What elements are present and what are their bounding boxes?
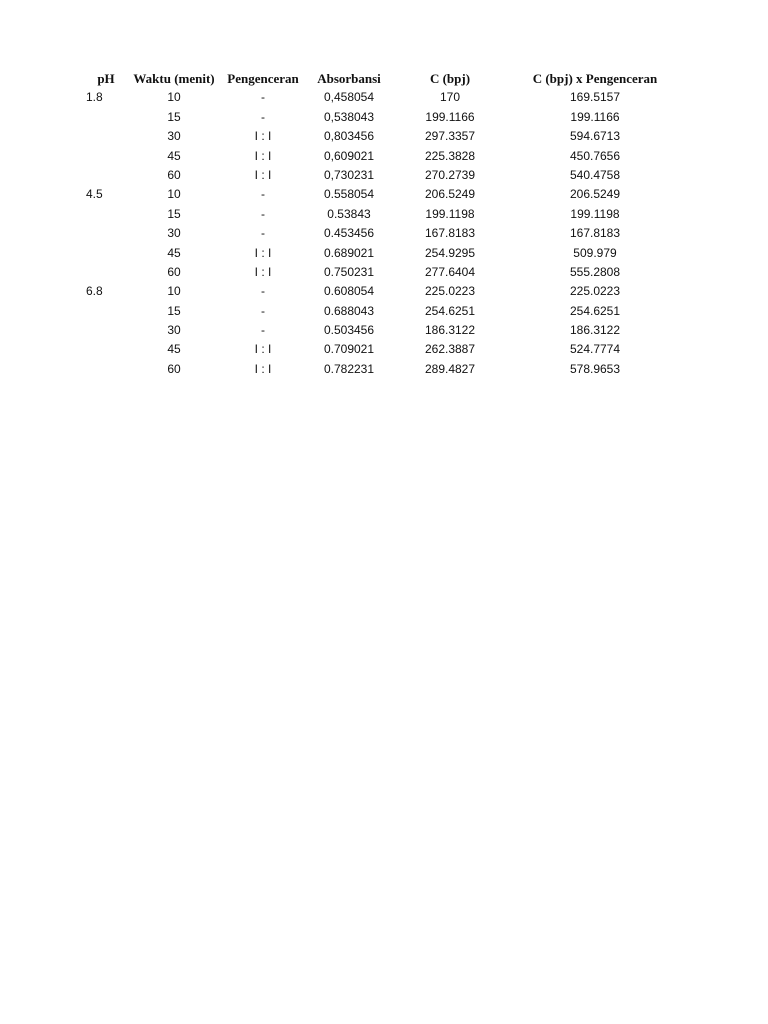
cell-time: 60 <box>167 167 181 182</box>
table-row <box>0 166 768 185</box>
cell-dilution: I : I <box>254 167 272 182</box>
cell-product: 524.7774 <box>569 342 621 357</box>
cell-concentration: 199.1198 <box>425 206 475 221</box>
cell-ph <box>86 166 124 185</box>
cell-absorbance: 0.709021 <box>323 342 375 357</box>
cell-ph <box>86 244 124 263</box>
cell-time: 15 <box>167 206 181 221</box>
cell-concentration: 225.0223 <box>424 284 476 299</box>
cell-absorbance: 0,609021 <box>323 148 375 163</box>
cell-absorbance: 0,458054 <box>323 90 375 105</box>
cell-dilution: I : I <box>254 361 272 376</box>
table-row <box>0 224 768 243</box>
cell-dilution: I : I <box>254 148 272 163</box>
cell-dilution: - <box>261 226 265 241</box>
header-concentration: C (bpj) <box>429 71 471 86</box>
cell-absorbance: 0,538043 <box>323 109 375 124</box>
cell-absorbance: 0.558054 <box>323 187 375 202</box>
table-row <box>0 302 768 321</box>
cell-ph: 1.8 <box>86 90 103 105</box>
cell-time: 30 <box>167 129 181 144</box>
cell-dilution: - <box>261 303 265 318</box>
table-row <box>0 147 768 166</box>
cell-absorbance: 0.689021 <box>323 245 375 260</box>
header-ph: pH <box>97 71 115 86</box>
table-row <box>0 185 768 204</box>
cell-concentration: 225.3828 <box>424 148 476 163</box>
cell-time: 10 <box>167 284 181 299</box>
header-time: Waktu (menit) <box>133 71 215 86</box>
table-row <box>0 127 768 146</box>
cell-absorbance: 0.750231 <box>323 264 375 279</box>
cell-ph <box>86 321 124 340</box>
cell-product: 186.3122 <box>569 323 621 338</box>
cell-product: 199.1166 <box>570 109 620 124</box>
cell-concentration: 289.4827 <box>424 361 476 376</box>
cell-dilution: I : I <box>254 245 272 260</box>
header-product: C (bpj) x Pengenceran <box>532 71 658 86</box>
cell-concentration: 167.8183 <box>424 226 476 241</box>
cell-absorbance: 0.453456 <box>323 226 375 241</box>
cell-time: 30 <box>167 226 181 241</box>
cell-concentration: 262.3887 <box>424 342 476 357</box>
table-row <box>0 244 768 263</box>
table-row <box>0 88 768 107</box>
cell-product: 254.6251 <box>569 303 621 318</box>
table-row <box>0 205 768 224</box>
cell-time: 30 <box>167 323 181 338</box>
data-table <box>0 69 768 379</box>
cell-time: 10 <box>167 187 181 202</box>
table-row <box>0 282 768 301</box>
table-row <box>0 360 768 379</box>
cell-ph <box>86 108 124 127</box>
header-dilution: Pengenceran <box>227 71 299 86</box>
cell-ph <box>86 224 124 243</box>
cell-ph <box>86 263 124 282</box>
cell-concentration: 170 <box>439 90 461 105</box>
cell-time: 60 <box>167 264 181 279</box>
cell-product: 167.8183 <box>569 226 621 241</box>
cell-absorbance: 0.608054 <box>323 284 375 299</box>
cell-ph <box>86 205 124 224</box>
cell-product: 540.4758 <box>569 167 621 182</box>
cell-ph: 6.8 <box>86 284 103 299</box>
cell-time: 45 <box>167 342 181 357</box>
cell-time: 45 <box>167 245 181 260</box>
cell-concentration: 297.3357 <box>424 129 476 144</box>
cell-product: 578.9653 <box>569 361 621 376</box>
cell-time: 15 <box>167 303 181 318</box>
cell-concentration: 270.2739 <box>424 167 476 182</box>
cell-concentration: 206.5249 <box>424 187 476 202</box>
cell-product: 450.7656 <box>569 148 621 163</box>
cell-absorbance: 0.503456 <box>323 323 375 338</box>
table-row <box>0 340 768 359</box>
cell-time: 15 <box>167 109 181 124</box>
cell-product: 509.979 <box>573 245 617 260</box>
cell-concentration: 254.9295 <box>424 245 476 260</box>
header-absorbance: Absorbansi <box>317 71 381 86</box>
cell-ph <box>86 302 124 321</box>
cell-product: 199.1198 <box>570 206 620 221</box>
cell-concentration: 199.1166 <box>425 109 475 124</box>
cell-product: 169.5157 <box>569 90 621 105</box>
cell-dilution: - <box>261 90 265 105</box>
cell-product: 206.5249 <box>569 187 621 202</box>
cell-ph <box>86 360 124 379</box>
cell-dilution: - <box>261 284 265 299</box>
cell-dilution: - <box>261 323 265 338</box>
table-header-row <box>0 69 768 88</box>
cell-ph <box>86 127 124 146</box>
cell-ph <box>86 147 124 166</box>
cell-concentration: 186.3122 <box>424 323 476 338</box>
cell-dilution: I : I <box>254 342 272 357</box>
cell-absorbance: 0.782231 <box>323 361 375 376</box>
cell-dilution: I : I <box>254 264 272 279</box>
cell-absorbance: 0,730231 <box>323 167 375 182</box>
cell-absorbance: 0.53843 <box>327 206 371 221</box>
cell-time: 45 <box>167 148 181 163</box>
cell-ph: 4.5 <box>86 187 103 202</box>
cell-concentration: 277.6404 <box>424 264 476 279</box>
cell-absorbance: 0.688043 <box>323 303 375 318</box>
cell-dilution: - <box>261 187 265 202</box>
cell-product: 555.2808 <box>569 264 621 279</box>
table-row <box>0 263 768 282</box>
table-row <box>0 108 768 127</box>
cell-concentration: 254.6251 <box>424 303 476 318</box>
cell-product: 594.6713 <box>569 129 621 144</box>
cell-dilution: - <box>261 206 265 221</box>
cell-ph <box>86 340 124 359</box>
table-body <box>0 88 768 379</box>
table-row <box>0 321 768 340</box>
cell-product: 225.0223 <box>569 284 621 299</box>
cell-absorbance: 0,803456 <box>323 129 375 144</box>
cell-dilution: - <box>261 109 265 124</box>
cell-dilution: I : I <box>254 129 272 144</box>
cell-time: 10 <box>167 90 181 105</box>
cell-time: 60 <box>167 361 181 376</box>
